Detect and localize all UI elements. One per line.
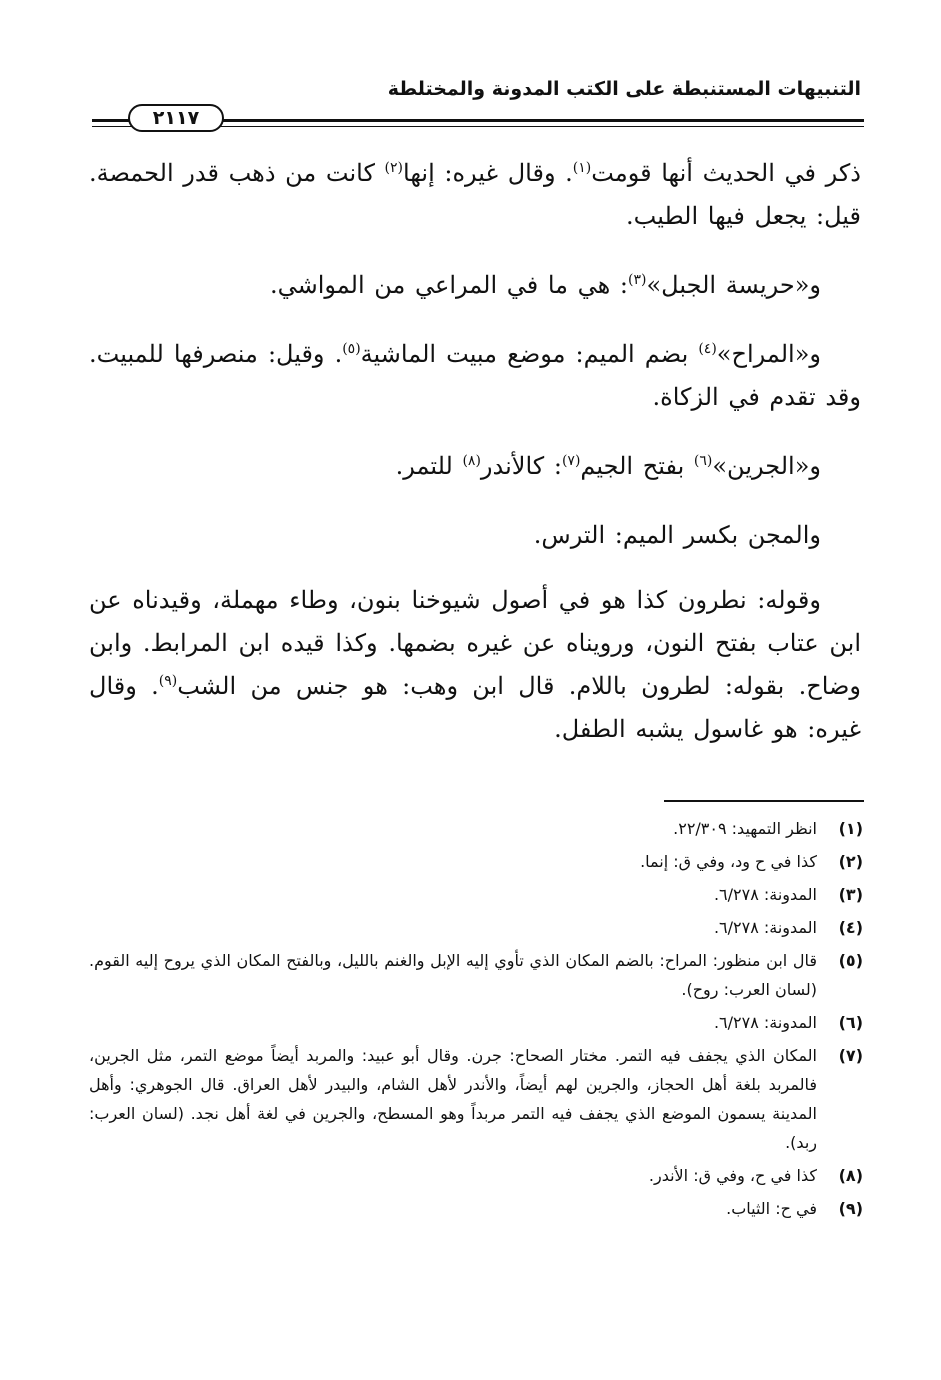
text-run: بفتح الجيم — [580, 452, 694, 480]
text-run: بضم الميم: موضع مبيت الماشية — [360, 340, 699, 368]
paragraph-1 — [89, 152, 861, 238]
footnote-number: (٨) — [838, 1166, 863, 1185]
paragraph-5: والمجن بكسر الميم: الترس. — [533, 521, 821, 549]
paragraph-3 — [89, 333, 861, 419]
footnote-number: (١) — [838, 819, 863, 838]
footnote-text: المدونة: ٦/٢٧٨. — [713, 918, 817, 937]
text-run: . وقيل: منصرفها للمبيت. وقد تقدم في الزكاة. — [89, 340, 861, 411]
text-run: : كالأندر — [480, 452, 562, 480]
text-run: للتمر. — [395, 452, 463, 480]
footnote-text: في ح: الثياب. — [726, 1199, 817, 1218]
footnote-6 — [89, 1008, 863, 1037]
text-run: كانت من ذهب قدر الحمصة. قيل: يجعل فيها الطيب. — [89, 159, 861, 230]
footnote-5 — [89, 946, 863, 1004]
text-run: ذكر في الحديث أنها قومت — [591, 159, 861, 187]
footnote-text: المدونة: ٦/٢٧٨. — [713, 1013, 817, 1032]
footnotes — [89, 814, 863, 1227]
footnote-3 — [89, 880, 863, 909]
footnote-ref: (٤) — [698, 341, 717, 357]
paragraph-4 — [89, 445, 861, 488]
paragraph-6 — [89, 579, 861, 751]
footnote-9 — [89, 1194, 863, 1223]
footnote-2 — [89, 847, 863, 876]
footnote-number: (٢) — [838, 852, 863, 871]
footnote-number: (٤) — [838, 918, 863, 937]
footnote-ref: (٥) — [342, 341, 361, 357]
footnote-text: كذا في ح ود، وفي ق: إنما. — [640, 852, 817, 871]
footnote-text: المدونة: ٦/٢٧٨. — [713, 885, 817, 904]
text-run: وقوله: نطرون كذا هو في أصول شيوخنا بنون، وطاء مهملة، وقيدناه عن ابن عتاب بفتح النون، ورويناه عن غيره بضمها. وكذا قيده ابن المرابط. وابن وضاح. بقوله: لطرون باللام. قال ابن وهب: هو جنس من الشب — [89, 586, 862, 700]
footnote-text: انظر التمهيد: ٢٢/٣٠٩. — [673, 819, 817, 838]
footnote-ref: (٧) — [561, 453, 581, 469]
footnote-number: (٦) — [838, 1013, 863, 1032]
footnote-text: كذا في ح، وفي ق: الأندر. — [648, 1166, 817, 1185]
footnote-text: المكان الذي يجفف فيه التمر. مختار الصحاح: جرن. وقال أبو عبيد: والمربد أيضاً موضع التمر، مثل الجرين، فالمربد بلغة أهل الحجاز، والجرين لهم أيضاً، والأندر لأهل الشام، والبيدر لأهل العراق. قال الجوهري: وأهل المدينة يسمون الموضع الذي يجفف فيه التمر مربداً وهو المسطح، والجرين في لغة أهل نجد. (لسان العرب: ربد). — [89, 1046, 817, 1152]
footnote-ref: (٨) — [462, 453, 481, 469]
text-run: و«المراح» — [716, 340, 821, 368]
text-run: . وقال غيره: هو غاسول يشبه الطفل. — [89, 672, 861, 743]
footnote-number: (٥) — [838, 951, 863, 970]
footnote-1 — [89, 814, 863, 843]
text-run: : هي ما في المراعي من المواشي. — [269, 271, 629, 299]
footnote-number: (٩) — [838, 1199, 863, 1218]
footnote-text: قال ابن منظور: المراح: بالضم المكان الذي تأوي إليه الإبل والغنم بالليل، وبالفتح المكان الذي يروح إليه القوم. (لسان العرب: روح). — [89, 951, 817, 999]
footnote-ref: (٩) — [158, 673, 178, 689]
main-text — [89, 152, 861, 751]
footnote-separator — [664, 800, 864, 802]
footnote-ref: (٣) — [628, 272, 647, 288]
footnote-ref: (١) — [572, 160, 592, 176]
footnote-ref: (٦) — [693, 453, 713, 469]
footnote-number: (٣) — [838, 885, 863, 904]
text-run: . وقال غيره: إنها — [403, 159, 573, 187]
page-number: ٢١١٧ — [128, 104, 224, 132]
running-title: التنبيهات المستنبطة على الكتب المدونة والمختلطة — [387, 78, 861, 100]
footnote-number: (٧) — [838, 1046, 863, 1065]
footnote-8 — [89, 1161, 863, 1190]
paragraph-2 — [89, 264, 861, 307]
footnote-7 — [89, 1041, 863, 1157]
text-run: و«حريسة الجبل» — [646, 271, 821, 299]
footnote-4 — [89, 913, 863, 942]
text-run: و«الجرين» — [712, 452, 821, 480]
footnote-ref: (٢) — [384, 160, 404, 176]
